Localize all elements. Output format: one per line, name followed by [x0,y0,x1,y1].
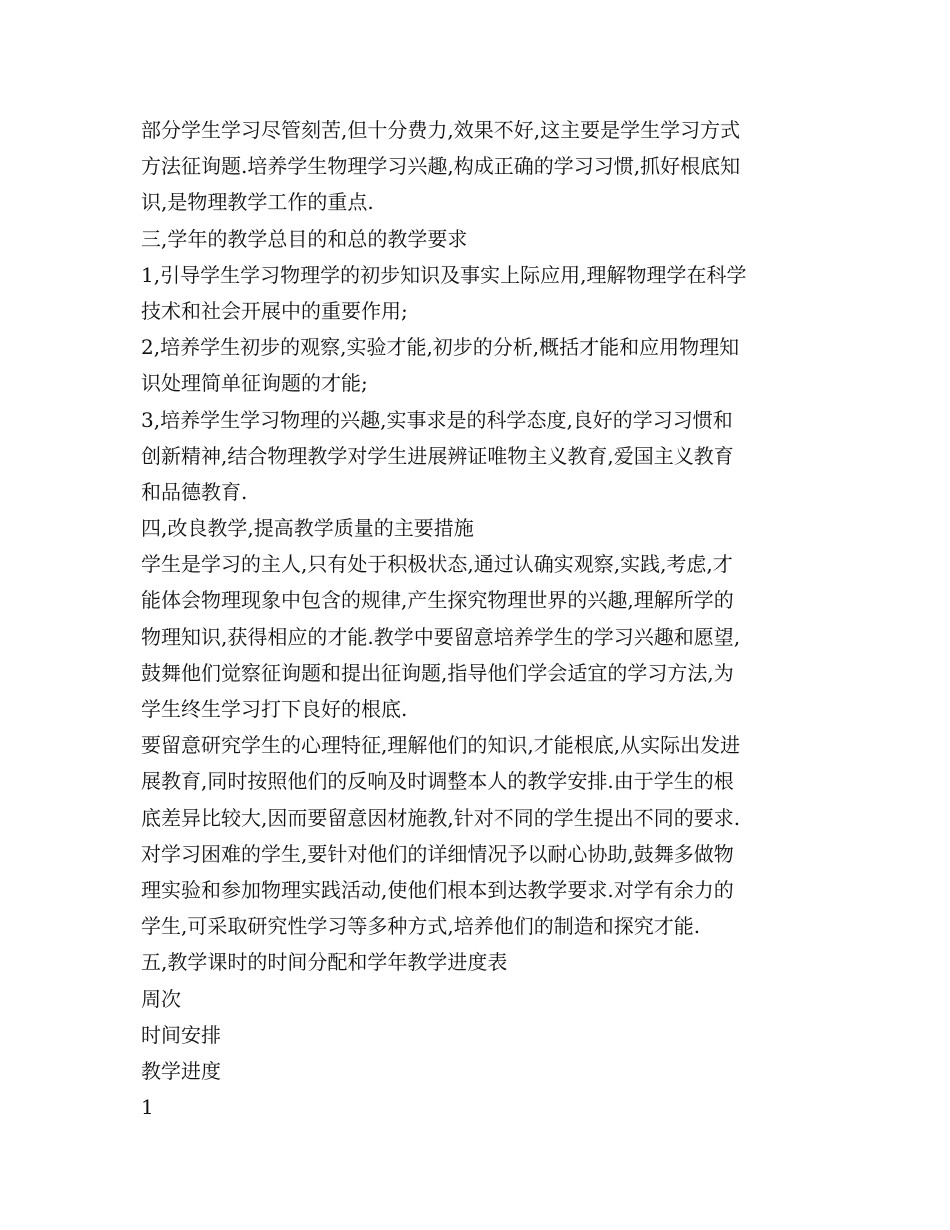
list-item-line: 1,引导学生学习物理学的初步知识及事实上际应用,理解物理学在科学 [141,262,747,287]
paragraph-line: 对学习困难的学生,要针对他们的详细情况予以耐心协助,鼓舞多做物 [141,841,734,866]
table-cell: 周次 [141,986,181,1011]
section-heading: 五,教学课时的时间分配和学年教学进度表 [141,950,508,975]
paragraph-line: 学生终生学习打下良好的根底. [141,697,408,721]
paragraph-line: 物理知识,获得相应的才能.教学中要留意培养学生的学习兴趣和愿望, [141,624,741,649]
document-body [141,112,821,1125]
paragraph-line: 理实验和参加物理实践活动,使他们根本到达教学要求.对学有余力的 [141,877,734,902]
table-cell: 教学进度 [141,1058,221,1083]
paragraph-line: 学生是学习的主人,只有处于积极状态,通过认确实观察,实践,考虑,才 [141,552,733,577]
list-item-line: 创新精神,结合物理教学对学生进展辨证唯物主义教育,爱国主义教育 [141,443,734,468]
paragraph-line: 展教育,同时按照他们的反响及时调整本人的教学安排.由于学生的根 [141,769,734,794]
paragraph-line: 学生,可采取研究性学习等多种方式,培养他们的制造和探究才能. [141,914,701,939]
paragraph-line: 部分学生学习尽管刻苦,但十分费力,效果不好,这主要是学生学习方式 [141,118,741,142]
list-item-line: 识处理简单征询题的才能; [141,371,368,396]
paragraph-line: 能体会物理现象中包含的规律,产生探究物理世界的兴趣,理解所学的 [141,588,734,613]
section-heading: 四,改良教学,提高教学质量的主要措施 [141,516,474,541]
section-heading: 三,学年的教学总目的和总的教学要求 [141,226,468,251]
table-cell: 1 [141,1095,154,1120]
paragraph-line: 鼓舞他们觉察征询题和提出征询题,指导他们学会适宜的学习方法,为 [141,660,734,685]
list-item-line: 3,培养学生学习物理的兴趣,实事求是的科学态度,良好的学习习惯和 [141,407,733,432]
list-item-line: 和品德教育. [141,479,248,504]
table-cell: 时间安排 [141,1022,221,1047]
list-item-line: 技术和社会开展中的重要作用; [141,298,408,323]
paragraph-line: 识,是物理教学工作的重点. [141,190,374,215]
list-item-line: 2,培养学生初步的观察,实验才能,初步的分析,概括才能和应用物理知 [141,335,740,360]
paragraph-line: 方法征询题.培养学生物理学习兴趣,构成正确的学习习惯,抓好根底知 [141,154,741,179]
paragraph-line: 要留意研究学生的心理特征,理解他们的知识,才能根底,从实际出发进 [141,733,741,758]
paragraph-line: 底差异比较大,因而要留意因材施教,针对不同的学生提出不同的要求. [141,805,741,830]
